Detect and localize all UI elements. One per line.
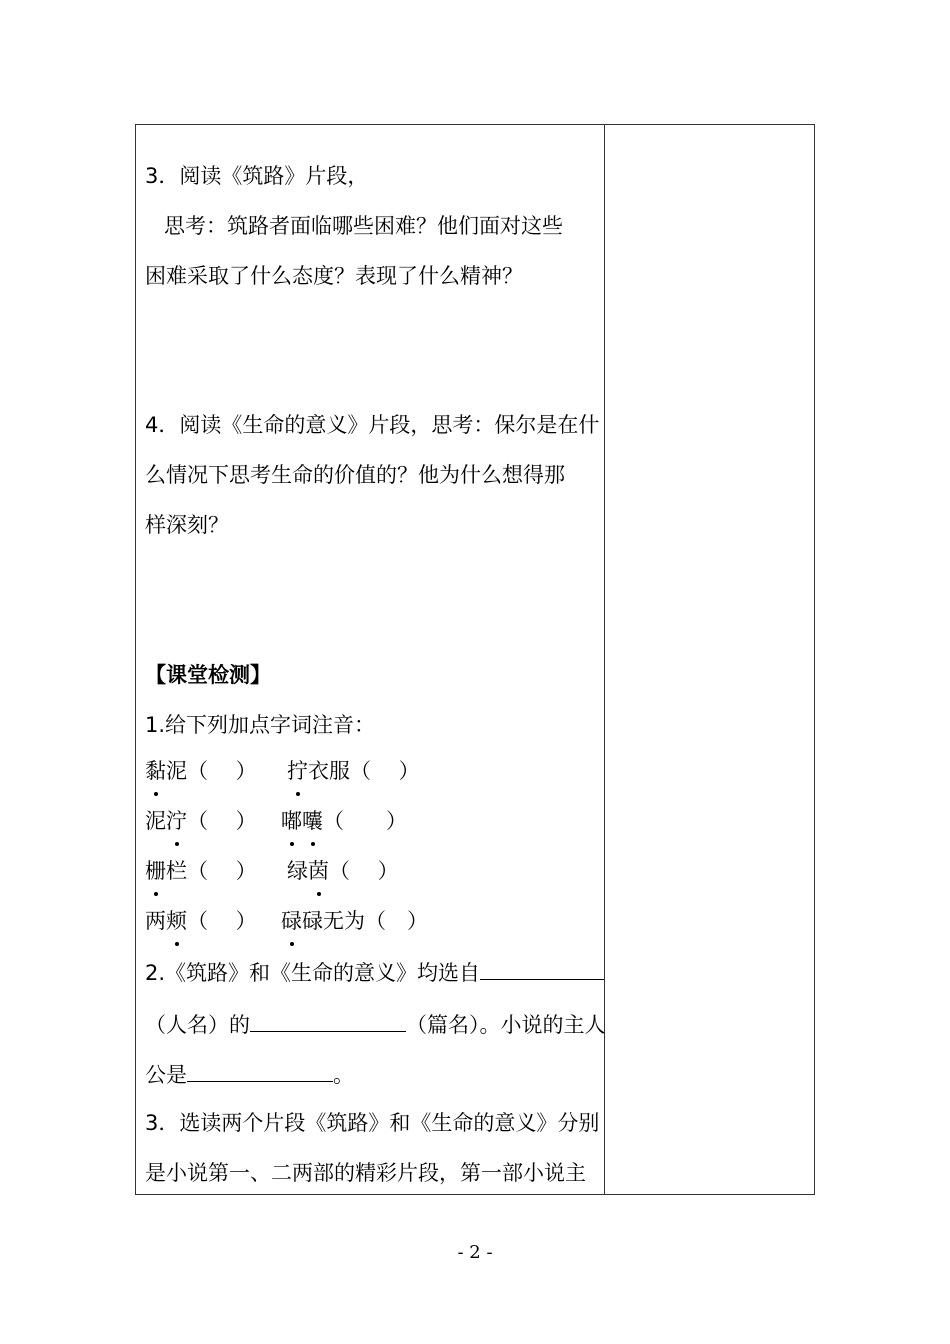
exercise-2-line-1: [145, 958, 604, 988]
word-rest: （ ）: [187, 809, 257, 833]
pinyin-row-4: [145, 906, 257, 936]
exercise-1-prompt: 1.给下列加点字词注音：: [145, 713, 376, 737]
q3-question-line-2: 困难采取了什么态度？表现了什么精神？: [145, 264, 523, 288]
word-prefix: 绿: [287, 859, 308, 883]
word-rest: （ ）: [329, 859, 399, 883]
protagonist-blank: [187, 1061, 333, 1082]
exercise-2-text: （篇名）。小说的主人: [406, 1013, 606, 1037]
pinyin-row-1-b: [287, 756, 420, 786]
word-rest: 碌无为（ ）: [302, 909, 428, 933]
pinyin-row-2: [145, 806, 257, 836]
pinyin-row-3: [145, 856, 257, 886]
exercise-2-text: （人名）的: [145, 1013, 250, 1037]
dotted-char: 茵: [308, 856, 329, 886]
pinyin-row-1: [145, 756, 257, 786]
title-blank: [250, 1011, 406, 1032]
exercise-3-line-1: 3．选读两个片段《筑路》和《生命的意义》分别: [145, 1111, 600, 1135]
exercise-2-text: 公是: [145, 1063, 187, 1087]
word-prefix: 泥: [145, 809, 166, 833]
word-prefix: 两: [145, 909, 166, 933]
section-title: 【课堂检测】: [145, 663, 271, 687]
word-rest: （ ）: [323, 809, 407, 833]
dotted-char: 颊: [166, 906, 187, 936]
dotted-char: 碌: [281, 906, 302, 936]
q4-line-2: 么情况下思考生命的价值的？他为什么想得那: [145, 463, 565, 487]
word-rest: 泥（ ）: [166, 759, 257, 783]
q4-line-1: 4．阅读《生命的意义》片段，思考：保尔是在什: [145, 413, 600, 437]
dotted-char: 拧: [287, 756, 308, 786]
pinyin-row-2-b: [281, 806, 407, 836]
exercise-3-line-2: 是小说第一、二两部的精彩片段，第一部小说主: [145, 1161, 586, 1185]
q4-line-3: 样深刻？: [145, 513, 229, 537]
q3-title: 3．阅读《筑路》片段，: [145, 164, 369, 188]
pinyin-row-3-b: [287, 856, 399, 886]
dotted-char: 囔: [302, 806, 323, 836]
page-number: - 2 -: [457, 1242, 493, 1263]
dotted-char: 泞: [166, 806, 187, 836]
dotted-char: 栅: [145, 856, 166, 886]
dotted-char: 黏: [145, 756, 166, 786]
word-rest: （ ）: [187, 909, 257, 933]
word-rest: 衣服（ ）: [308, 759, 420, 783]
exercise-2-line-3: [145, 1060, 354, 1090]
pinyin-row-4-b: [281, 906, 428, 936]
exercise-2-text: 2.《筑路》和《生命的意义》均选自: [145, 961, 481, 985]
lesson-table: [135, 124, 815, 1195]
exercise-2-text: 。: [333, 1063, 354, 1087]
q3-question-line-1: 思考：筑路者面临哪些困难？他们面对这些: [164, 214, 563, 238]
notes-column: [605, 125, 814, 1194]
word-rest: 栏（ ）: [166, 859, 257, 883]
dotted-char: 嘟: [281, 806, 302, 836]
exercise-2-line-2: [145, 1010, 606, 1040]
author-blank: [480, 959, 604, 980]
